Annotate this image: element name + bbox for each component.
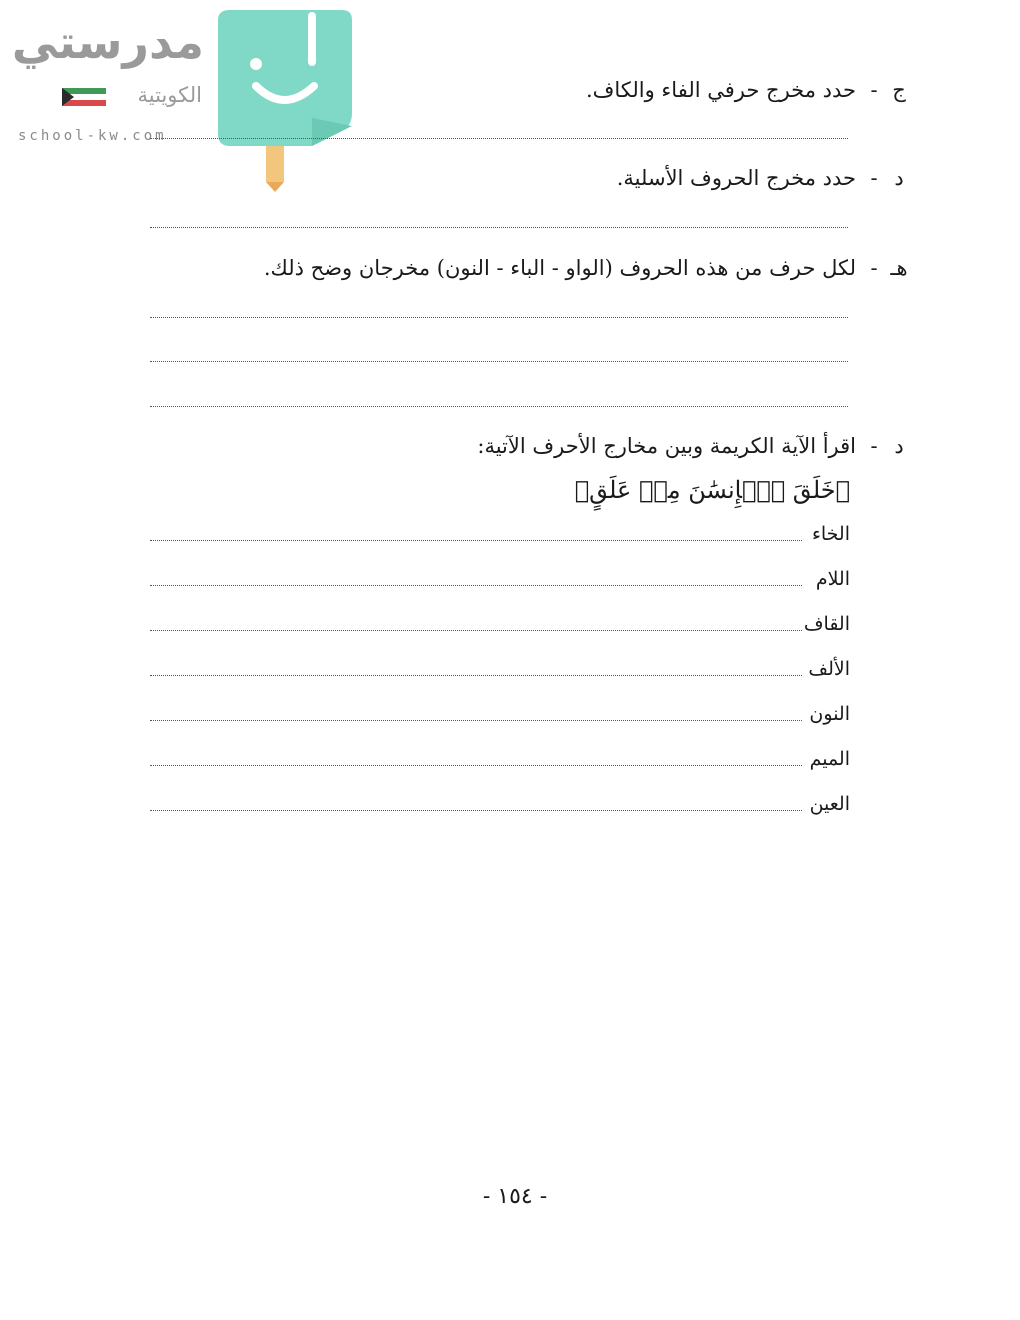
answer-line[interactable] — [150, 720, 802, 721]
logo-brand-text: مدرستي — [11, 15, 204, 69]
answer-line[interactable] — [150, 585, 802, 586]
quran-verse: ﴿خَلَقَ ٱلۡإِنسَٰنَ مِنۡ عَلَقٍ﴾ — [574, 476, 850, 504]
logo-url: school-kw.com — [18, 128, 167, 144]
question-dal-verse — [477, 426, 912, 466]
question-label: د — [894, 166, 904, 190]
letter-name: النون — [809, 703, 850, 725]
answer-line[interactable] — [150, 227, 848, 228]
answer-line[interactable] — [150, 810, 802, 811]
logo-mark-icon — [216, 10, 356, 192]
letter-row — [150, 740, 850, 774]
page-number: - ١٥٤ - — [482, 1184, 548, 1209]
question-text: حدد مخرج حرفي الفاء والكاف. — [585, 78, 856, 102]
answer-line[interactable] — [150, 406, 848, 407]
letter-row — [150, 605, 850, 639]
answer-line[interactable] — [150, 630, 802, 631]
question-dash: - — [870, 256, 878, 280]
question-text: لكل حرف من هذه الحروف (الواو - الباء - النون) مخرجان وضح ذلك. — [263, 256, 856, 280]
letter-row — [150, 650, 850, 684]
question-text: حدد مخرج الحروف الأسلية. — [616, 166, 856, 190]
letter-row — [150, 785, 850, 819]
logo-sub-text: الكويتية — [137, 83, 202, 107]
letter-name: العين — [809, 793, 850, 815]
letter-row — [150, 515, 850, 549]
letter-row — [150, 560, 850, 594]
letter-name: اللام — [815, 568, 850, 590]
answer-line[interactable] — [150, 317, 848, 318]
letter-name: الخاء — [811, 523, 850, 545]
answer-line[interactable] — [150, 361, 848, 362]
answer-line[interactable] — [150, 675, 802, 676]
letter-name: الميم — [809, 748, 850, 770]
answer-line[interactable] — [150, 540, 802, 541]
answer-line[interactable] — [150, 138, 848, 139]
question-dash: - — [870, 434, 878, 458]
answer-line[interactable] — [150, 765, 802, 766]
letter-name: القاف — [803, 613, 850, 635]
question-label: ج — [892, 78, 906, 102]
question-label: هـ — [890, 256, 908, 280]
question-dal — [617, 158, 912, 198]
kuwait-flag-icon — [62, 88, 106, 106]
question-jeem — [586, 70, 912, 110]
letter-name: الألف — [808, 658, 850, 680]
letter-row — [150, 695, 850, 729]
question-text: اقرأ الآية الكريمة وبين مخارج الأحرف الآتية: — [477, 434, 856, 458]
question-dash: - — [870, 166, 878, 190]
question-label: د — [894, 434, 904, 458]
question-ha — [264, 248, 912, 288]
question-dash: - — [870, 78, 878, 102]
